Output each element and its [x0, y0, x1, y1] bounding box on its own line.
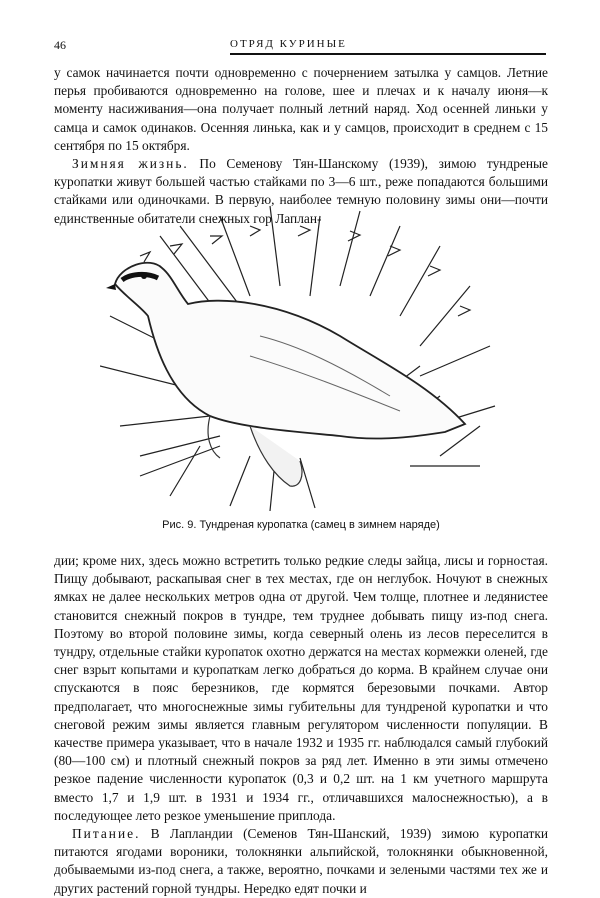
- paragraph-feeding: [54, 825, 548, 898]
- bird-body: [115, 263, 465, 439]
- winter-text: По Семенову Тян-Шанскому (1939), зимою тундреные куропатки живут большей частью стайками по 3—6 шт., реже попадаются большими стайками или одиночками. В первую, наиболее темную половину зимы они—почти единственные обитатели снежных гор Лаплан-: [54, 156, 548, 226]
- ptarmigan-illustration: [100, 196, 500, 516]
- running-head: ОТРЯД КУРИНЫЕ: [230, 38, 347, 50]
- feeding-text: В Лапландии (Семенов Тян-Шанский, 1939) зимою куропатки питаются ягодами вороники, толокнянки альпийской, толокнянки обыкновенной, добываемыми из-под снега, а также, вероятно, почками и зелеными частями тех же и других растений горной тундры. Нередко едят почки и: [54, 826, 548, 896]
- section-heading-winter: Зимняя жизнь.: [72, 156, 189, 172]
- bottom-text-block: [54, 552, 548, 898]
- paragraph-molt: у самок начинается почти одновременно с почернением затылка у самцов. Летние перья пробиваются одновременно на голове, шее и плечах и к началу июня—к моменту насиживания—она получает полный летний наряд. Ход осенней линьки у самца и самок одинаков. Осенняя линька, как и у самцов, происходит в среднем с 15 сентября по 15 октября.: [54, 65, 548, 153]
- figure-caption: Рис. 9. Тундреная куропатка (самец в зимнем наряде): [162, 519, 440, 531]
- figure-ptarmigan: [100, 196, 500, 516]
- header-rule: [230, 53, 546, 55]
- page-number: 46: [54, 38, 66, 52]
- paragraph-continuation: дии; кроме них, здесь можно встретить только редкие следы зайца, лисы и горностая. Пищу добывают, раскапывая снег в тех местах, где он неглубок. Ночуют в снежных ямках не далее нескольких метров одна от другой. Чем толще, плотнее и ледянистее становится снежный покров в тундре, тем труднее добывать пищу из-под снега. Поэтому во второй половине зимы, когда северный олень из лесов переселится в тундру, отдельные стайки куропаток охотно держатся на местах кормежки оленей, где снег взрыт копытами и куропаткам легко добраться до корма. В крайнем случае они спускаются в пояс березников, где кормятся березовыми почками. Автор предполагает, что многоснежные зимы губительны для тундреной куропатки и что снеговой режим зимы является главным регулятором численности популяции. В качестве примера указывает, что в начале 1932 и 1935 гг. наблюдался самый глубокий (80—100 см) и плотный снежный покров за ряд лет. Именно в эти зимы отмечено резкое падение численности куропаток (0,3 и 0,2 шт. на 1 км учетного маршрута вместо 1,7 и 1,9 шт. в 1931 и 1934 гг., отличавшихся малоснежностью), а в последующее лето резкое уменьшение приплода.: [54, 553, 548, 823]
- section-heading-feeding: Питание.: [72, 826, 141, 842]
